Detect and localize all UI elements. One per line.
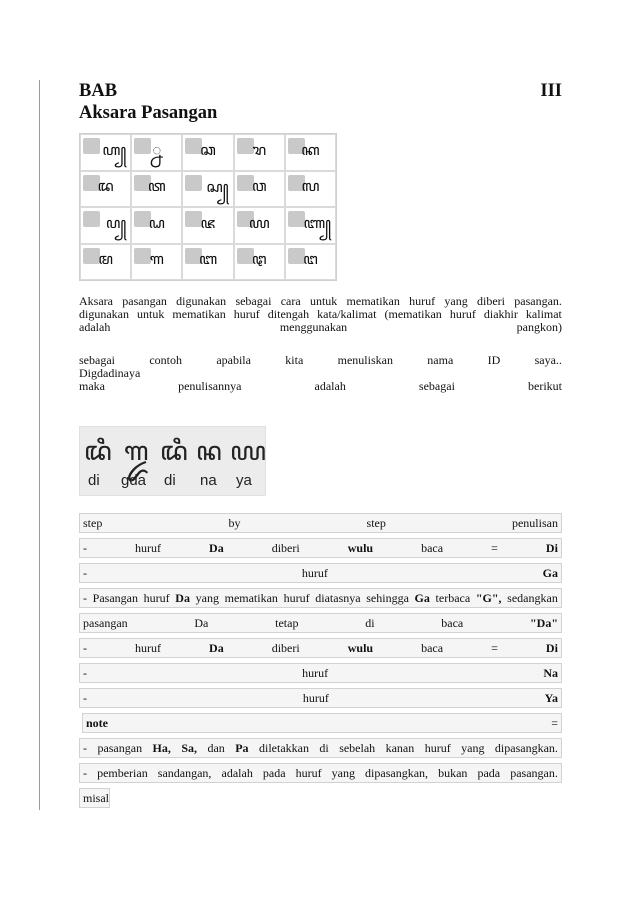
word: digunakan — [79, 307, 129, 321]
step-word: diberi — [271, 540, 300, 555]
step-word: di — [319, 740, 329, 755]
step-word: diatasnya — [315, 590, 361, 605]
step-word: "G", — [475, 590, 502, 605]
javanese-syllable: ꦢꦶ — [160, 437, 188, 466]
step-word: dipasangkan. — [494, 740, 558, 755]
pasangan-glyph: ꦥ꧀ — [105, 216, 127, 232]
word: sebagai — [235, 294, 272, 308]
aksara-placeholder — [185, 175, 202, 191]
word: huruf — [449, 307, 476, 321]
word: digunakan — [176, 294, 227, 308]
pasangan-glyph: ꦛ — [251, 252, 267, 268]
step-word: Ga — [414, 590, 430, 605]
javanese-syllable: ꦢꦶ — [84, 437, 112, 466]
word: kalimat — [525, 307, 562, 321]
step-word: by — [228, 515, 241, 530]
latin-syllable: na — [200, 472, 217, 489]
word: apabila — [216, 353, 251, 367]
paragraph-example-name: Digdadinaya — [79, 366, 141, 380]
step-word: wulu — [347, 640, 374, 655]
step-word: terbaca — [435, 590, 471, 605]
word: maka — [79, 379, 105, 393]
step-word: Ya — [544, 690, 558, 705]
chart-cell — [182, 207, 233, 244]
chart-cell — [285, 171, 336, 208]
chart-cell — [131, 207, 182, 244]
step-word: huruf — [302, 690, 329, 705]
word: pangkon) — [516, 320, 562, 334]
pasangan-glyph: ꦏ — [301, 142, 320, 159]
step-word: "Da" — [529, 615, 558, 630]
pasangan-glyph: ꦕ — [200, 142, 216, 159]
word: huruf — [233, 307, 260, 321]
word: untuk — [309, 294, 338, 308]
step-word: Di — [545, 640, 558, 655]
step-word: = — [491, 640, 498, 655]
step-word: step — [366, 515, 386, 530]
chart-cell — [182, 244, 233, 281]
aksara-placeholder — [83, 211, 100, 227]
step-word: yang — [195, 590, 219, 605]
chart-cell — [182, 134, 233, 171]
step-word: penulisan — [511, 515, 558, 530]
step-word: = — [551, 715, 558, 730]
word: diakhir — [483, 307, 518, 321]
word: menuliskan — [337, 353, 393, 367]
step-word: sandangan, — [157, 765, 212, 780]
pasangan-glyph: ꦩ — [98, 252, 113, 268]
word: diberi — [477, 294, 505, 308]
paragraph-example-line — [79, 354, 562, 367]
chart-cell — [234, 244, 285, 281]
pasangan-glyph: ꦔ — [303, 252, 318, 268]
step-word: baca — [441, 615, 464, 630]
paragraph-intro-line — [79, 321, 562, 334]
step-word: - — [83, 665, 87, 680]
step-word: huruf — [295, 765, 322, 780]
step-word: - — [83, 690, 87, 705]
chart-cell — [80, 244, 131, 281]
chapter-number: III — [540, 81, 562, 101]
step-word: adalah — [221, 765, 253, 780]
word: mematikan — [172, 307, 226, 321]
step-word: baca — [421, 540, 444, 555]
chart-cell — [131, 171, 182, 208]
chart-cell — [131, 244, 182, 281]
word: sebagai — [79, 353, 115, 367]
step-word: wulu — [347, 540, 374, 555]
word: penulisannya — [178, 379, 242, 393]
step-word: sedangkan — [507, 590, 558, 605]
word: menggunakan — [279, 320, 348, 334]
word: yang — [444, 294, 468, 308]
latin-syllable: ya — [236, 472, 252, 489]
word: pasangan — [122, 294, 167, 308]
chapter-title: Aksara Pasangan — [79, 103, 218, 123]
step-word: misal — [83, 790, 109, 805]
word: berikut — [528, 379, 562, 393]
step-word: Pa — [235, 740, 249, 755]
word: contoh — [149, 353, 182, 367]
latin-syllable: gda — [121, 472, 147, 489]
step-word: huruf — [424, 740, 451, 755]
step-word: Da — [209, 640, 224, 655]
step-word: Da — [175, 590, 190, 605]
pasangan-glyph: ꧀ꦤ — [152, 142, 162, 159]
step-word: mematikan — [224, 590, 278, 605]
chart-cell — [80, 134, 131, 171]
step-word: huruf — [135, 540, 162, 555]
chart-cell — [131, 134, 182, 171]
chart-cell — [234, 171, 285, 208]
step-row — [82, 713, 562, 733]
pasangan-glyph: ꦧ — [198, 252, 218, 268]
pasangan-glyph: ꦚ꧀ — [303, 216, 331, 232]
pasangan-chart-image — [79, 133, 337, 281]
word: saya.. — [534, 353, 562, 367]
step-word: Sa, — [181, 740, 197, 755]
step-word: = — [491, 540, 498, 555]
step-word: huruf — [143, 590, 170, 605]
step-word: dipasangkan, — [365, 765, 429, 780]
step-row — [79, 588, 562, 608]
aksara-placeholder — [288, 211, 305, 227]
step-word: pada — [477, 765, 501, 780]
chart-cell — [234, 207, 285, 244]
chapter-heading — [79, 80, 562, 102]
word: kita — [285, 353, 304, 367]
step-word: pada — [262, 765, 286, 780]
step-word: - — [83, 765, 87, 780]
step-word: - — [83, 540, 87, 555]
step-word: yang — [461, 740, 485, 755]
pasangan-glyph: ꦱ꧀ — [206, 179, 229, 196]
step-word: tetap — [275, 615, 299, 630]
step-row — [79, 613, 562, 633]
step-row — [79, 513, 562, 533]
latin-syllable: di — [88, 472, 100, 489]
step-word: - — [83, 740, 87, 755]
step-word: huruf — [283, 590, 310, 605]
word: nama — [427, 353, 454, 367]
step-word: pemberian — [97, 765, 148, 780]
word: kata/kalimat — [317, 307, 377, 321]
step-word: sehingga — [366, 590, 409, 605]
step-word: - — [83, 640, 87, 655]
step-word: sebelah — [339, 740, 376, 755]
word: mematikan — [346, 294, 400, 308]
step-word: pasangan. — [510, 765, 558, 780]
pasangan-glyph: ꦠ — [147, 179, 166, 195]
step-word: Di — [545, 540, 558, 555]
step-row — [79, 763, 562, 783]
paragraph-example — [79, 354, 562, 393]
paragraph-intro — [79, 295, 562, 334]
step-word: bukan — [438, 765, 468, 780]
chart-cell — [285, 244, 336, 281]
pasangan-glyph: ꦫ — [252, 142, 267, 159]
step-word: dan — [207, 740, 225, 755]
example-javanese-image — [79, 426, 266, 496]
step-word: pasangan — [83, 615, 128, 630]
step-row — [79, 538, 562, 558]
step-word: Ha, — [152, 740, 171, 755]
paragraph-example-line — [79, 380, 562, 393]
step-word: Da — [209, 540, 224, 555]
word: (mematikan — [384, 307, 442, 321]
word: pasangan. — [514, 294, 562, 308]
word: adalah — [79, 320, 111, 334]
word: untuk — [137, 307, 165, 321]
javanese-syllable: ꦪ — [230, 437, 266, 466]
step-word: di — [365, 615, 375, 630]
word: Aksara — [79, 294, 113, 308]
step-word: - — [83, 590, 87, 605]
chart-cell — [234, 134, 285, 171]
step-word: Pasangan — [92, 590, 138, 605]
step-word: diberi — [271, 640, 300, 655]
step-word: kanan — [385, 740, 415, 755]
word: cara — [280, 294, 301, 308]
word: huruf — [409, 294, 436, 308]
step-word: huruf — [135, 640, 162, 655]
chapter-label: BAB — [79, 81, 118, 101]
step-row — [79, 688, 562, 708]
javanese-syllable: ꦒ꧀ꦢ — [124, 437, 149, 466]
step-word: Da — [194, 615, 209, 630]
step-word: yang — [331, 765, 355, 780]
word: ditengah — [267, 307, 310, 321]
javanese-syllable: ꦤ — [196, 437, 222, 466]
step-word: Na — [543, 665, 558, 680]
step-word: baca — [421, 640, 444, 655]
chart-cell — [80, 171, 131, 208]
latin-syllable: di — [164, 472, 176, 489]
step-row — [79, 738, 562, 758]
step-word: note — [86, 715, 108, 730]
word: ID — [487, 353, 501, 367]
step-row — [79, 788, 110, 808]
pasangan-glyph: ꦪ — [248, 215, 270, 232]
chart-cell — [285, 207, 336, 244]
pasangan-glyph: ꦮ — [251, 179, 267, 195]
pasangan-glyph: ꦒ — [149, 252, 164, 268]
step-word: huruf — [302, 665, 329, 680]
chart-cell — [80, 207, 131, 244]
word: adalah — [314, 379, 346, 393]
pasangan-glyph: ꦝ — [148, 215, 165, 232]
pasangan-glyph: ꦢ — [97, 179, 114, 195]
pasangan-glyph: ꦲ꧀ — [102, 143, 127, 159]
step-word: step — [83, 515, 103, 530]
pasangan-glyph: ꦭ — [301, 179, 320, 195]
step-word: diletakkan — [258, 740, 309, 755]
left-margin-rule — [39, 80, 40, 810]
chart-cell — [182, 171, 233, 208]
step-row — [79, 563, 562, 583]
chart-cell — [285, 134, 336, 171]
step-word: pasangan — [97, 740, 143, 755]
step-word: huruf — [301, 565, 328, 580]
pasangan-glyph: ꦗ — [200, 215, 216, 232]
step-word: Ga — [542, 565, 558, 580]
word: sebagai — [418, 379, 455, 393]
step-row — [79, 638, 562, 658]
step-word: - — [83, 565, 87, 580]
aksara-placeholder — [83, 138, 100, 154]
step-row — [79, 663, 562, 683]
